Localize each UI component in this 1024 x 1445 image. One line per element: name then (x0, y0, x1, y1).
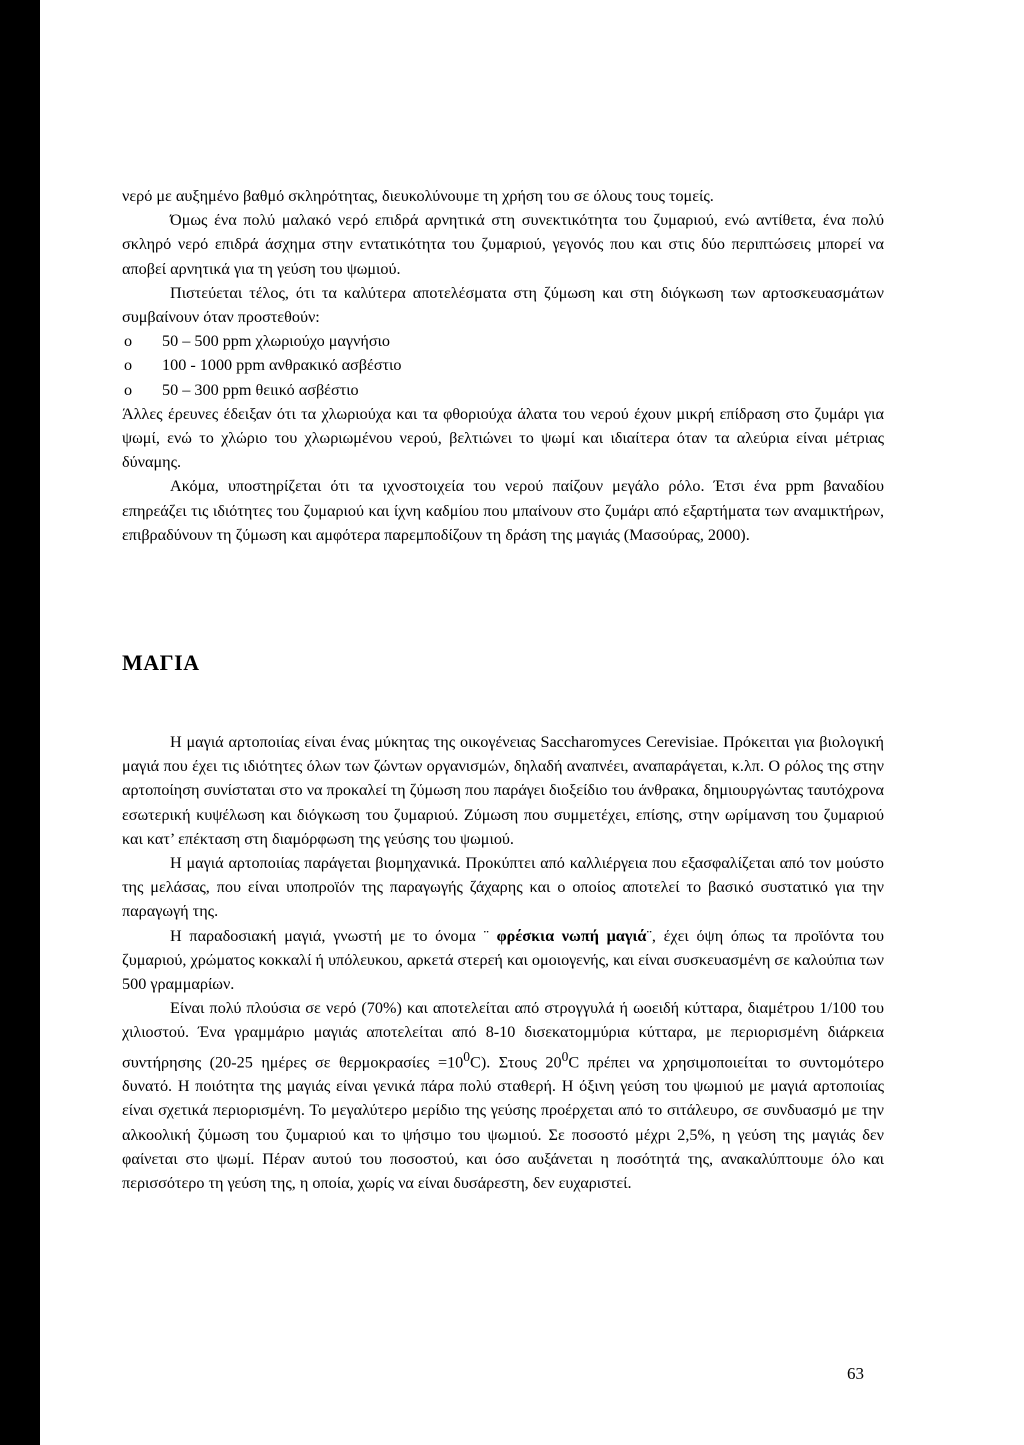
paragraph (122, 924, 884, 997)
list-item-text: 50 – 300 ppm θειικό ασβέστιο (162, 380, 359, 399)
paragraph: Όμως ένα πολύ μαλακό νερό επιδρά αρνητικά στη συνεκτικότητα του ζυμαριού, ενώ αντίθετα, ένα πολύ σκληρό νερό επιδρά άσχημα στην εντατικότητα του ζυμαριού, γεγονός που και στις δύο περιπτώσεις μπορεί να αποβεί αρνητικά για τη γεύση του ψωμιού. (122, 211, 884, 278)
bullet-marker: o (124, 356, 133, 375)
list-item-text: 50 – 500 ppm χλωριούχο μαγνήσιο (162, 332, 391, 351)
page-number: 63 (847, 1364, 864, 1383)
paragraph: Η μαγιά αρτοποιίας είναι ένας μύκητας της οικογένειας Saccharomyces Cerevisiae. Πρόκειται για βιολογική μαγιά που έχει τις ιδιότητες όλων των ζώντων οργανισμών, δηλαδή αναπνέει, αναπαράγεται, κ.λπ. Ο ρόλος της στην αρτοποίηση συνίσταται στο να προκαλεί τη ζύμωση που παράγει διοξείδιο του άνθρακα, δημιουργώντας ταυτόχρονα εσωτερική κυψέλωση και διόγκωση του ζυμαριού. Ζύμωση που συμμετέχει, επίσης, στην ωρίμανση του ζυμαριού και κατ’ επέκταση στη διαμόρφωση της γεύσης του ψωμιού. (122, 733, 884, 848)
paragraph: Ακόμα, υποστηρίζεται ότι τα ιχνοστοιχεία του νερού παίζουν μεγάλο ρόλο. Έτσι ένα ppm βαναδίου επηρεάζει τις ιδιότητες του ζυμαριού και ίχνη καδμίου που μπαίνουν στο ζυμάρι από εξαρτήματα των αναμικτήρων, επιβραδύνουν τη ζύμωση και αμφότερα παρεμποδίζουν τη δράση της μαγιάς (Μασούρας, 2000). (122, 477, 884, 544)
section-heading: ΜΑΓΙΑ (122, 650, 200, 675)
list-item (122, 353, 884, 377)
paragraph: νερό με αυξημένο βαθμό σκληρότητας, διευκολύνουμε τη χρήση του σε όλους τους τομείς. (122, 187, 714, 205)
list-item (122, 329, 884, 353)
text-run: ¨, έχει όψη όπως τα προϊόντα του ζυμαριού, χρώματος κοκκαλί ή υπόλευκου, αρκετά στερεή και ομοιογενής, και είναι συσκευασμένη σε καλούπια των 500 γραμμαρίων. (122, 926, 884, 994)
list-item-text: 100 - 1000 ppm ανθρακικό ασβέστιο (162, 356, 402, 375)
paragraph: Άλλες έρευνες έδειξαν ότι τα χλωριούχα και τα φθοριούχα άλατα του νερού έχουν μικρή επίδραση στο ζυμάρι για ψωμί, ενώ το χλώριο του χλωριωμένου νερού, βελτιώνει το ψωμί και ιδιαίτερα όταν τα αλεύρια είναι μέτριας δύναμης. (122, 404, 884, 472)
document-page (40, 0, 1024, 1445)
paragraph (122, 996, 884, 1195)
superscript: 0 (561, 1048, 569, 1064)
paragraph: Η μαγιά αρτοποιίας παράγεται βιομηχανικά. Προκύπτει από καλλιέργεια που εξασφαλίζεται από τον μούστο της μελάσας, που είναι υποπροϊόν της παραγωγής ζάχαρης και ο οποίος αποτελεί το βασικό συστατικό για την παραγωγή της. (122, 854, 884, 921)
text-run: C). Στους 20 (470, 1053, 562, 1072)
emphasized-term: φρέσκια νωπή μαγιά (496, 926, 647, 945)
text-run: Η παραδοσιακή μαγιά, γνωστή με το όνομα ¨ (170, 926, 497, 945)
superscript: 0 (463, 1048, 471, 1064)
text-run: Είναι πολύ πλούσια σε νερό (70%) και αποτελείται από στρογγυλά ή ωοειδή κύτταρα, διαμέτρου 1/100 του χιλιοστού. Ένα γραμμάριο μαγιάς αποτελείται από 8-10 δισεκατομμύρια κύτταρα, με περιορισμένη διάρκεια συντήρησης (20-25 ημέρες σε θερμοκρασίες =10 (122, 999, 884, 1072)
paragraph: Πιστεύεται τέλος, ότι τα καλύτερα αποτελέσματα στη ζύμωση και στη διόγκωση των αρτοσκευασμάτων συμβαίνουν όταν προστεθούν: (122, 283, 884, 327)
bullet-marker: o (124, 332, 133, 351)
top-text-block (122, 184, 884, 547)
bullet-list (122, 329, 884, 402)
text-run: C πρέπει να χρησιμοποιείται το συντομότερο δυνατό. Η ποιότητα της μαγιάς είναι γενικά πάρα πολύ σταθερή. Η όξινη γεύση του ψωμιού με μαγιά αρτοποιίας είναι σχετικά περιορισμένη. Το μεγαλύτερο μερίδιο της γεύσης προέρχεται από το σιτάλευρο, σε συνδυασμό με την αλκοολική ζύμωση του ζυμαριού και το ψήσιμο του ψωμιού. Σε ποσοστό μέχρι 2,5%, η γεύση της μαγιάς δεν φαίνεται στο ψωμί. Πέραν αυτού του ποσοστού, και όσο αυξάνεται η ποσότητά της, ανακαλύπτουμε όλο και περισσότερο τη γεύση της, η οποία, χωρίς να είναι δυσάρεστη, δεν ευχαριστεί. (122, 1053, 884, 1193)
bottom-text-block (122, 730, 884, 1195)
list-item (122, 378, 884, 402)
bullet-marker: o (124, 380, 133, 399)
